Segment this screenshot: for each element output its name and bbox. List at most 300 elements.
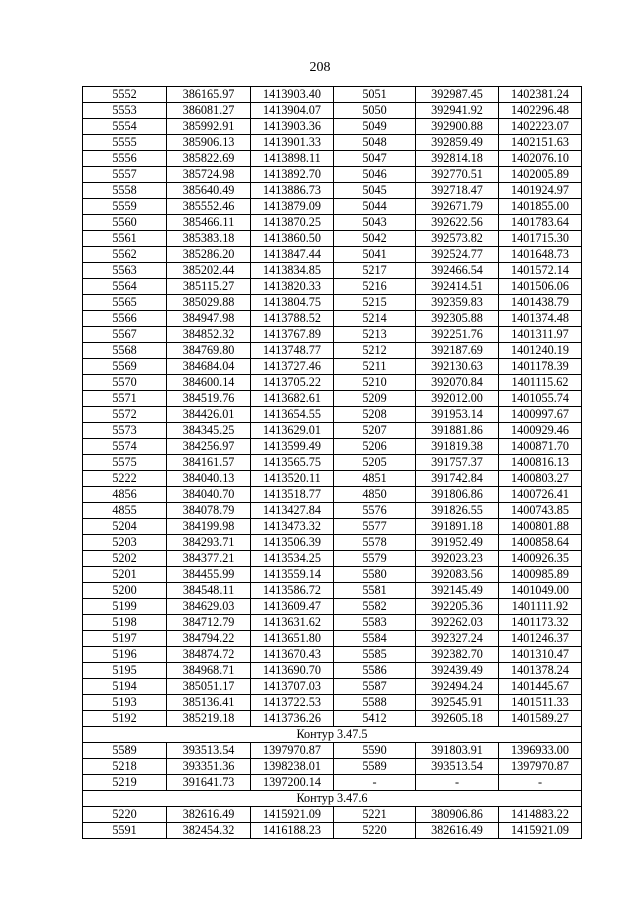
table-row [83, 775, 582, 791]
cell-y-coordinate: 1413559.14 [251, 567, 334, 583]
cell-x-coordinate-2: 392382.70 [416, 647, 499, 663]
cell-point-number: 5561 [83, 231, 167, 247]
cell-point-number-2: 5051 [334, 87, 416, 103]
cell-y-coordinate-2: 1401311.97 [499, 327, 582, 343]
cell-y-coordinate-2: 1401783.64 [499, 215, 582, 231]
cell-x-coordinate-2: 392622.56 [416, 215, 499, 231]
cell-x-coordinate-2: 392671.79 [416, 199, 499, 215]
cell-point-number: 5552 [83, 87, 167, 103]
table-row [83, 359, 582, 375]
cell-x-coordinate: 385136.41 [167, 695, 251, 711]
cell-point-number-2: 5207 [334, 423, 416, 439]
cell-point-number-2: 5210 [334, 375, 416, 391]
cell-x-coordinate: 384874.72 [167, 647, 251, 663]
cell-y-coordinate-2: 1401246.37 [499, 631, 582, 647]
table-row [83, 391, 582, 407]
table-row [83, 535, 582, 551]
cell-point-number: 5591 [83, 823, 167, 839]
cell-x-coordinate-2: 391952.49 [416, 535, 499, 551]
cell-point-number: 5219 [83, 775, 167, 791]
cell-x-coordinate: 385640.49 [167, 183, 251, 199]
cell-point-number: 5572 [83, 407, 167, 423]
cell-y-coordinate-2: 1401173.32 [499, 615, 582, 631]
cell-y-coordinate-2: 1401506.06 [499, 279, 582, 295]
cell-point-number: 5197 [83, 631, 167, 647]
table-row [83, 199, 582, 215]
table-row [83, 631, 582, 647]
cell-y-coordinate: 1413722.53 [251, 695, 334, 711]
cell-point-number: 5565 [83, 295, 167, 311]
cell-x-coordinate: 382454.32 [167, 823, 251, 839]
cell-point-number-2: 5412 [334, 711, 416, 727]
cell-point-number: 5199 [83, 599, 167, 615]
cell-y-coordinate-2: 1401855.00 [499, 199, 582, 215]
cell-x-coordinate: 385051.17 [167, 679, 251, 695]
cell-x-coordinate-2: 391891.18 [416, 519, 499, 535]
cell-y-coordinate: 1413670.43 [251, 647, 334, 663]
cell-x-coordinate: 385552.46 [167, 199, 251, 215]
cell-point-number: 5204 [83, 519, 167, 535]
cell-x-coordinate-2: 392130.63 [416, 359, 499, 375]
cell-y-coordinate-2: 1415921.09 [499, 823, 582, 839]
table-row [83, 407, 582, 423]
cell-x-coordinate: 382616.49 [167, 807, 251, 823]
cell-x-coordinate: 385383.18 [167, 231, 251, 247]
table-row [83, 135, 582, 151]
cell-x-coordinate: 391641.73 [167, 775, 251, 791]
cell-y-coordinate-2: 1400803.27 [499, 471, 582, 487]
cell-x-coordinate: 384769.80 [167, 343, 251, 359]
cell-x-coordinate-2: 392545.91 [416, 695, 499, 711]
cell-point-number-2: 5583 [334, 615, 416, 631]
table-row [83, 471, 582, 487]
cell-x-coordinate-2: 392770.51 [416, 167, 499, 183]
cell-point-number: 4856 [83, 487, 167, 503]
cell-x-coordinate: 384629.03 [167, 599, 251, 615]
cell-x-coordinate-2: 392187.69 [416, 343, 499, 359]
cell-point-number-2: 5220 [334, 823, 416, 839]
cell-x-coordinate: 385029.88 [167, 295, 251, 311]
cell-point-number-2: 5212 [334, 343, 416, 359]
cell-point-number: 5557 [83, 167, 167, 183]
contour-label: Контур 3.47.5 [83, 727, 582, 743]
cell-x-coordinate: 384199.98 [167, 519, 251, 535]
cell-point-number-2: 5205 [334, 455, 416, 471]
cell-point-number-2: 5588 [334, 695, 416, 711]
table-row [83, 439, 582, 455]
cell-y-coordinate: 1413892.70 [251, 167, 334, 183]
table-row [83, 615, 582, 631]
cell-y-coordinate: 1413767.89 [251, 327, 334, 343]
cell-y-coordinate-2: 1397970.87 [499, 759, 582, 775]
cell-y-coordinate-2: 1401310.47 [499, 647, 582, 663]
cell-point-number: 5589 [83, 743, 167, 759]
cell-point-number: 5203 [83, 535, 167, 551]
cell-point-number-2: 5208 [334, 407, 416, 423]
cell-y-coordinate-2: - [499, 775, 582, 791]
cell-y-coordinate-2: 1401115.62 [499, 375, 582, 391]
table-row [83, 247, 582, 263]
cell-point-number: 5554 [83, 119, 167, 135]
cell-x-coordinate: 386081.27 [167, 103, 251, 119]
cell-point-number: 5200 [83, 583, 167, 599]
cell-point-number-2: 5577 [334, 519, 416, 535]
cell-x-coordinate-2: 392941.92 [416, 103, 499, 119]
table-row [83, 103, 582, 119]
cell-point-number: 5573 [83, 423, 167, 439]
cell-x-coordinate: 384426.01 [167, 407, 251, 423]
cell-y-coordinate-2: 1401445.67 [499, 679, 582, 695]
cell-y-coordinate: 1397200.14 [251, 775, 334, 791]
cell-y-coordinate: 1413903.36 [251, 119, 334, 135]
cell-y-coordinate-2: 1401589.27 [499, 711, 582, 727]
cell-x-coordinate: 385202.44 [167, 263, 251, 279]
cell-x-coordinate: 385286.20 [167, 247, 251, 263]
cell-x-coordinate: 385822.69 [167, 151, 251, 167]
cell-y-coordinate-2: 1400929.46 [499, 423, 582, 439]
cell-point-number-2: - [334, 775, 416, 791]
cell-y-coordinate: 1413904.07 [251, 103, 334, 119]
contour-label: Контур 3.47.6 [83, 791, 582, 807]
cell-point-number-2: 5041 [334, 247, 416, 263]
cell-y-coordinate: 1413820.33 [251, 279, 334, 295]
cell-x-coordinate: 384078.79 [167, 503, 251, 519]
cell-point-number-2: 5050 [334, 103, 416, 119]
cell-y-coordinate: 1413901.33 [251, 135, 334, 151]
cell-x-coordinate: 384455.99 [167, 567, 251, 583]
cell-point-number: 5196 [83, 647, 167, 663]
table-row [83, 183, 582, 199]
cell-y-coordinate-2: 1401055.74 [499, 391, 582, 407]
cell-y-coordinate: 1413654.55 [251, 407, 334, 423]
cell-x-coordinate-2: - [416, 775, 499, 791]
cell-point-number: 5555 [83, 135, 167, 151]
cell-point-number: 5574 [83, 439, 167, 455]
cell-point-number: 5570 [83, 375, 167, 391]
table-row [83, 711, 582, 727]
table-row [83, 279, 582, 295]
cell-y-coordinate: 1413609.47 [251, 599, 334, 615]
cell-y-coordinate: 1413682.61 [251, 391, 334, 407]
cell-y-coordinate: 1413473.32 [251, 519, 334, 535]
table-row [83, 663, 582, 679]
cell-point-number-2: 5042 [334, 231, 416, 247]
cell-y-coordinate-2: 1401049.00 [499, 583, 582, 599]
table-row [83, 231, 582, 247]
cell-y-coordinate: 1413788.52 [251, 311, 334, 327]
cell-y-coordinate-2: 1402296.48 [499, 103, 582, 119]
cell-x-coordinate-2: 392251.76 [416, 327, 499, 343]
cell-y-coordinate-2: 1401374.48 [499, 311, 582, 327]
table-row [83, 807, 582, 823]
cell-point-number-2: 5576 [334, 503, 416, 519]
table-row [83, 599, 582, 615]
table-row [83, 759, 582, 775]
table-row [83, 263, 582, 279]
cell-y-coordinate-2: 1400743.85 [499, 503, 582, 519]
cell-point-number-2: 5585 [334, 647, 416, 663]
cell-y-coordinate-2: 1402381.24 [499, 87, 582, 103]
cell-x-coordinate: 384548.11 [167, 583, 251, 599]
table-row [83, 679, 582, 695]
cell-x-coordinate: 386165.97 [167, 87, 251, 103]
cell-y-coordinate-2: 1400858.64 [499, 535, 582, 551]
cell-x-coordinate: 384794.22 [167, 631, 251, 647]
cell-y-coordinate: 1413860.50 [251, 231, 334, 247]
cell-x-coordinate: 384684.04 [167, 359, 251, 375]
cell-y-coordinate-2: 1400871.70 [499, 439, 582, 455]
cell-y-coordinate: 1397970.87 [251, 743, 334, 759]
cell-y-coordinate-2: 1414883.22 [499, 807, 582, 823]
table-row [83, 551, 582, 567]
cell-y-coordinate: 1413898.11 [251, 151, 334, 167]
cell-x-coordinate: 384345.25 [167, 423, 251, 439]
cell-y-coordinate: 1413903.40 [251, 87, 334, 103]
cell-point-number: 5564 [83, 279, 167, 295]
cell-x-coordinate-2: 391757.37 [416, 455, 499, 471]
cell-y-coordinate: 1413599.49 [251, 439, 334, 455]
cell-y-coordinate-2: 1402223.07 [499, 119, 582, 135]
cell-x-coordinate-2: 391881.86 [416, 423, 499, 439]
cell-point-number-2: 5209 [334, 391, 416, 407]
table-row [83, 215, 582, 231]
cell-x-coordinate-2: 391819.38 [416, 439, 499, 455]
cell-y-coordinate: 1413534.25 [251, 551, 334, 567]
cell-x-coordinate: 385724.98 [167, 167, 251, 183]
cell-y-coordinate: 1413886.73 [251, 183, 334, 199]
cell-point-number: 5567 [83, 327, 167, 343]
cell-point-number-2: 5048 [334, 135, 416, 151]
table-row [83, 519, 582, 535]
cell-point-number-2: 5214 [334, 311, 416, 327]
cell-x-coordinate: 393351.36 [167, 759, 251, 775]
cell-point-number: 5569 [83, 359, 167, 375]
table-row [83, 647, 582, 663]
cell-x-coordinate-2: 392859.49 [416, 135, 499, 151]
cell-x-coordinate-2: 392439.49 [416, 663, 499, 679]
cell-x-coordinate-2: 392573.82 [416, 231, 499, 247]
cell-x-coordinate: 384256.97 [167, 439, 251, 455]
cell-y-coordinate: 1413520.11 [251, 471, 334, 487]
cell-y-coordinate: 1413748.77 [251, 343, 334, 359]
cell-y-coordinate: 1413736.26 [251, 711, 334, 727]
cell-x-coordinate-2: 382616.49 [416, 823, 499, 839]
cell-x-coordinate: 384519.76 [167, 391, 251, 407]
cell-y-coordinate-2: 1401572.14 [499, 263, 582, 279]
cell-y-coordinate-2: 1401240.19 [499, 343, 582, 359]
cell-y-coordinate-2: 1401178.39 [499, 359, 582, 375]
cell-x-coordinate: 384947.98 [167, 311, 251, 327]
cell-point-number-2: 5582 [334, 599, 416, 615]
cell-y-coordinate: 1413705.22 [251, 375, 334, 391]
cell-point-number-2: 5211 [334, 359, 416, 375]
cell-y-coordinate: 1413870.25 [251, 215, 334, 231]
cell-y-coordinate-2: 1401511.33 [499, 695, 582, 711]
cell-y-coordinate: 1413631.62 [251, 615, 334, 631]
cell-point-number: 5568 [83, 343, 167, 359]
contour-header-row [83, 791, 582, 807]
cell-x-coordinate: 384968.71 [167, 663, 251, 679]
table-row [83, 375, 582, 391]
table-row [83, 311, 582, 327]
cell-x-coordinate-2: 392083.56 [416, 567, 499, 583]
table-row [83, 503, 582, 519]
cell-y-coordinate: 1413879.09 [251, 199, 334, 215]
cell-x-coordinate: 384040.13 [167, 471, 251, 487]
cell-y-coordinate-2: 1400985.89 [499, 567, 582, 583]
cell-y-coordinate: 1413629.01 [251, 423, 334, 439]
cell-y-coordinate-2: 1400726.41 [499, 487, 582, 503]
table-row [83, 567, 582, 583]
cell-point-number: 5559 [83, 199, 167, 215]
cell-point-number-2: 5044 [334, 199, 416, 215]
cell-x-coordinate: 385906.13 [167, 135, 251, 151]
cell-x-coordinate-2: 393513.54 [416, 759, 499, 775]
cell-x-coordinate: 393513.54 [167, 743, 251, 759]
cell-x-coordinate: 384377.21 [167, 551, 251, 567]
cell-y-coordinate: 1413518.77 [251, 487, 334, 503]
cell-x-coordinate: 385115.27 [167, 279, 251, 295]
cell-point-number: 5566 [83, 311, 167, 327]
cell-y-coordinate: 1398238.01 [251, 759, 334, 775]
cell-x-coordinate-2: 391953.14 [416, 407, 499, 423]
cell-point-number-2: 5213 [334, 327, 416, 343]
table-row [83, 87, 582, 103]
cell-y-coordinate-2: 1402005.89 [499, 167, 582, 183]
cell-x-coordinate-2: 391806.86 [416, 487, 499, 503]
cell-point-number: 5563 [83, 263, 167, 279]
cell-point-number-2: 5047 [334, 151, 416, 167]
cell-y-coordinate-2: 1401438.79 [499, 295, 582, 311]
cell-point-number: 5201 [83, 567, 167, 583]
cell-point-number-2: 5579 [334, 551, 416, 567]
cell-point-number-2: 5046 [334, 167, 416, 183]
cell-point-number: 5571 [83, 391, 167, 407]
cell-point-number-2: 5043 [334, 215, 416, 231]
cell-x-coordinate-2: 392305.88 [416, 311, 499, 327]
cell-point-number: 5558 [83, 183, 167, 199]
cell-x-coordinate-2: 391803.91 [416, 743, 499, 759]
cell-point-number: 5202 [83, 551, 167, 567]
cell-y-coordinate: 1413651.80 [251, 631, 334, 647]
cell-x-coordinate-2: 392070.84 [416, 375, 499, 391]
cell-point-number-2: 5584 [334, 631, 416, 647]
table-row [83, 487, 582, 503]
cell-x-coordinate: 384040.70 [167, 487, 251, 503]
cell-x-coordinate: 384600.14 [167, 375, 251, 391]
cell-point-number: 5198 [83, 615, 167, 631]
cell-x-coordinate-2: 392012.00 [416, 391, 499, 407]
cell-point-number-2: 4850 [334, 487, 416, 503]
cell-y-coordinate: 1413427.84 [251, 503, 334, 519]
cell-x-coordinate-2: 392814.18 [416, 151, 499, 167]
cell-x-coordinate: 384293.71 [167, 535, 251, 551]
cell-point-number-2: 5216 [334, 279, 416, 295]
table-row [83, 455, 582, 471]
cell-y-coordinate: 1413707.03 [251, 679, 334, 695]
cell-y-coordinate: 1413847.44 [251, 247, 334, 263]
cell-y-coordinate-2: 1396933.00 [499, 743, 582, 759]
cell-y-coordinate-2: 1401648.73 [499, 247, 582, 263]
cell-y-coordinate-2: 1401715.30 [499, 231, 582, 247]
cell-x-coordinate-2: 391742.84 [416, 471, 499, 487]
cell-y-coordinate-2: 1401378.24 [499, 663, 582, 679]
cell-point-number-2: 5045 [334, 183, 416, 199]
cell-x-coordinate-2: 392023.23 [416, 551, 499, 567]
cell-x-coordinate-2: 392145.49 [416, 583, 499, 599]
table-row [83, 327, 582, 343]
cell-x-coordinate-2: 392494.24 [416, 679, 499, 695]
cell-y-coordinate-2: 1400801.88 [499, 519, 582, 535]
cell-point-number: 5560 [83, 215, 167, 231]
cell-point-number-2: 5586 [334, 663, 416, 679]
cell-point-number: 4855 [83, 503, 167, 519]
cell-y-coordinate-2: 1401111.92 [499, 599, 582, 615]
cell-point-number: 5222 [83, 471, 167, 487]
table-row [83, 167, 582, 183]
cell-point-number: 5193 [83, 695, 167, 711]
cell-point-number: 5218 [83, 759, 167, 775]
cell-x-coordinate-2: 391826.55 [416, 503, 499, 519]
cell-point-number: 5220 [83, 807, 167, 823]
cell-y-coordinate: 1416188.23 [251, 823, 334, 839]
cell-x-coordinate-2: 392900.88 [416, 119, 499, 135]
cell-x-coordinate: 384852.32 [167, 327, 251, 343]
table-row [83, 583, 582, 599]
cell-y-coordinate: 1413506.39 [251, 535, 334, 551]
cell-point-number: 5195 [83, 663, 167, 679]
cell-y-coordinate: 1413690.70 [251, 663, 334, 679]
cell-point-number-2: 5581 [334, 583, 416, 599]
cell-x-coordinate: 384161.57 [167, 455, 251, 471]
cell-y-coordinate-2: 1400926.35 [499, 551, 582, 567]
cell-x-coordinate-2: 380906.86 [416, 807, 499, 823]
cell-point-number: 5553 [83, 103, 167, 119]
cell-x-coordinate-2: 392205.36 [416, 599, 499, 615]
cell-x-coordinate-2: 392327.24 [416, 631, 499, 647]
cell-x-coordinate-2: 392414.51 [416, 279, 499, 295]
cell-y-coordinate: 1413804.75 [251, 295, 334, 311]
cell-x-coordinate-2: 392718.47 [416, 183, 499, 199]
cell-y-coordinate-2: 1400997.67 [499, 407, 582, 423]
cell-point-number-2: 5578 [334, 535, 416, 551]
coordinates-table [82, 86, 582, 839]
cell-point-number-2: 4851 [334, 471, 416, 487]
cell-point-number-2: 5580 [334, 567, 416, 583]
table-row [83, 343, 582, 359]
table-row [83, 119, 582, 135]
cell-point-number-2: 5589 [334, 759, 416, 775]
cell-x-coordinate: 385466.11 [167, 215, 251, 231]
cell-point-number: 5562 [83, 247, 167, 263]
cell-point-number: 5194 [83, 679, 167, 695]
cell-y-coordinate-2: 1402151.63 [499, 135, 582, 151]
cell-x-coordinate-2: 392466.54 [416, 263, 499, 279]
cell-x-coordinate: 384712.79 [167, 615, 251, 631]
cell-point-number-2: 5587 [334, 679, 416, 695]
cell-x-coordinate-2: 392605.18 [416, 711, 499, 727]
table-row [83, 295, 582, 311]
cell-y-coordinate: 1413565.75 [251, 455, 334, 471]
coordinates-table-body [83, 87, 582, 839]
cell-y-coordinate-2: 1401924.97 [499, 183, 582, 199]
cell-y-coordinate-2: 1402076.10 [499, 151, 582, 167]
cell-x-coordinate: 385219.18 [167, 711, 251, 727]
cell-x-coordinate-2: 392987.45 [416, 87, 499, 103]
cell-point-number-2: 5221 [334, 807, 416, 823]
cell-x-coordinate: 385992.91 [167, 119, 251, 135]
cell-point-number-2: 5217 [334, 263, 416, 279]
